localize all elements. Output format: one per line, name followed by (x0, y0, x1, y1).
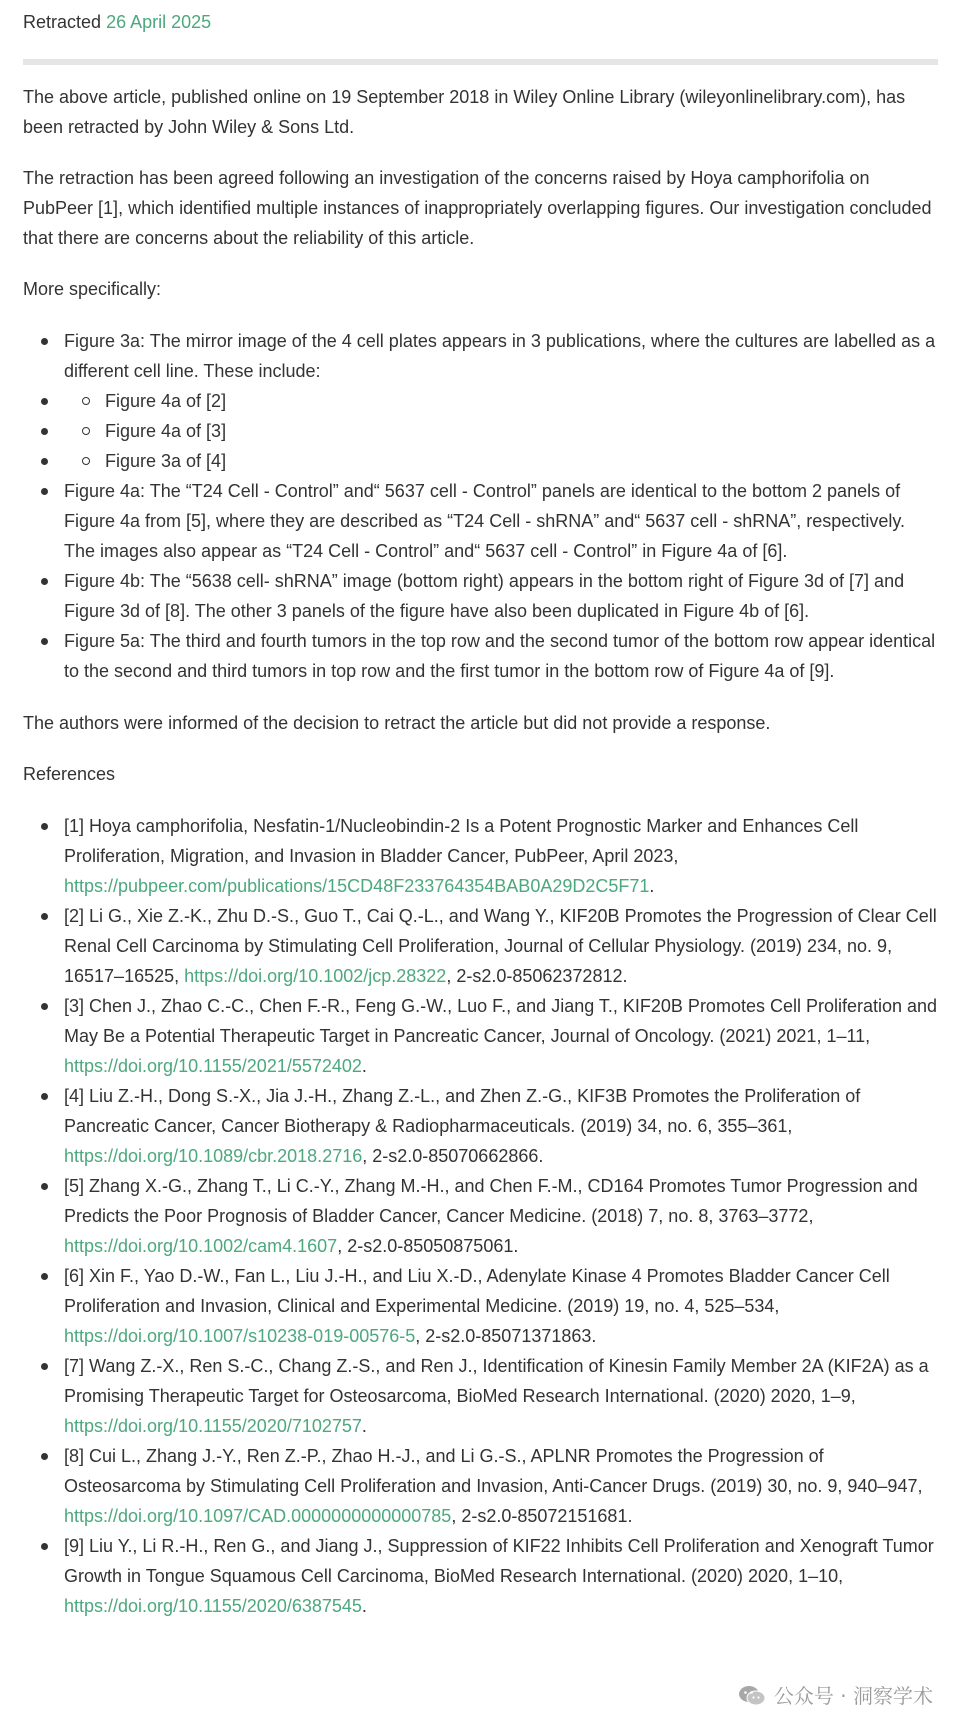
reference-link[interactable]: https://doi.org/10.1089/cbr.2018.2716 (64, 1146, 363, 1166)
paragraph-more-specifically: More specifically: (23, 279, 162, 299)
watermark-text: 公众号 · 洞察学术 (773, 1684, 933, 1708)
reference-item (23, 1261, 938, 1351)
reference-link[interactable]: https://doi.org/10.1002/cam4.1607 (64, 1236, 338, 1256)
reference-suffix: . (649, 876, 655, 896)
reference-suffix: . (361, 1056, 367, 1076)
reference-link[interactable]: https://doi.org/10.1002/jcp.28322 (184, 966, 447, 986)
paragraph-investigation: The retraction has been agreed following an investigation of the concerns raised by Hoya camphorifolia on PubPeer [1], which identified multiple instances of inappropriately overlapping figures. Our investigation concluded that there are concerns about the reliability of this article. (23, 168, 932, 248)
reference-link[interactable]: https://pubpeer.com/publications/15CD48F233764354BAB0A29D2C5F71 (64, 876, 650, 896)
retracted-label: Retracted (23, 12, 102, 32)
list-item: Figure 4b: The “5638 cell- shRNA” image (bottom right) appears in the bottom right of Figure 3d of [7] and Figure 3d of [8]. The other 3 panels of the figure have also been duplicated in Figure 4b of [6]. (23, 566, 938, 626)
reference-text: [2] Li G., Xie Z.-K., Zhu D.-S., Guo T., Cai Q.-L., and Wang Y., KIF20B Promotes the Progression of Clear Cell Renal Cell Carcinoma by Stimulating Cell Proliferation, Journal of Cellular Physiology. (2019) 234, no. 9, 16517–16525, (64, 906, 937, 986)
retraction-notice (23, 0, 938, 1621)
reference-link[interactable]: https://doi.org/10.1007/s10238-019-00576-5 (64, 1326, 416, 1346)
reference-suffix: , 2-s2.0-85062372812. (446, 966, 628, 986)
reference-suffix: , 2-s2.0-85050875061. (337, 1236, 519, 1256)
reference-suffix: , 2-s2.0-85070662866. (362, 1146, 544, 1166)
references-heading: References (23, 764, 116, 784)
reference-link[interactable]: https://doi.org/10.1097/CAD.0000000000000785 (64, 1506, 452, 1526)
reference-link[interactable]: https://doi.org/10.1155/2021/5572402 (64, 1056, 362, 1076)
paragraph-authors-response: The authors were informed of the decision to retract the article but did not provide a response. (23, 713, 771, 733)
reference-text: [7] Wang Z.-X., Ren S.-C., Chang Z.-S., and Ren J., Identification of Kinesin Family Member 2A (KIF2A) as a Promising Therapeutic Target for Osteosarcoma, BioMed Research International. (2020) 2020, 1–9, (64, 1356, 929, 1406)
sub-list-item: Figure 3a of [4] (23, 446, 938, 476)
reference-text: [3] Chen J., Zhao C.-C., Chen F.-R., Feng G.-W., Luo F., and Jiang T., KIF20B Promotes Cell Proliferation and May Be a Potential Therapeutic Target in Pancreatic Cancer, Journal of Oncology. (2021) 2021, 1–11, (64, 996, 938, 1046)
sub-list-item: Figure 4a of [2] (23, 386, 938, 416)
reference-link[interactable]: https://doi.org/10.1155/2020/7102757 (64, 1416, 362, 1436)
reference-suffix: , 2-s2.0-85072151681. (451, 1506, 633, 1526)
reference-text: [5] Zhang X.-G., Zhang T., Li C.-Y., Zhang M.-H., and Chen F.-M., CD164 Promotes Tumor Progression and Predicts the Poor Prognosis of Bladder Cancer, Cancer Medicine. (2018) 7, no. 8, 3763–3772, (64, 1176, 918, 1226)
references-list (23, 811, 938, 1621)
list-item: Figure 5a: The third and fourth tumors in the top row and the second tumor of the bottom row appear identical to the second and third tumors in top row and the first tumor in the bottom row of Figure 4a of [9]. (23, 626, 938, 686)
reference-suffix: . (361, 1416, 367, 1436)
reference-text: [6] Xin F., Yao D.-W., Fan L., Liu J.-H., and Liu X.-D., Adenylate Kinase 4 Promotes Bladder Cancer Cell Proliferation and Invasion, Clinical and Experimental Medicine. (2019) 19, no. 4, 525–534, (64, 1266, 890, 1316)
reference-suffix: , 2-s2.0-85071371863. (415, 1326, 597, 1346)
sub-list-item: Figure 4a of [3] (23, 416, 938, 446)
findings-list (23, 326, 938, 686)
retraction-header (23, 0, 938, 42)
reference-item (23, 1531, 938, 1621)
reference-text: [9] Liu Y., Li R.-H., Ren G., and Jiang J., Suppression of KIF22 Inhibits Cell Proliferation and Xenograft Tumor Growth in Tongue Squamous Cell Carcinoma, BioMed Research International. (2020) 2020, 1–10, (64, 1536, 934, 1586)
reference-text: [1] Hoya camphorifolia, Nesfatin-1/Nucleobindin-2 Is a Potent Prognostic Marker and Enhances Cell Proliferation, Migration, and Invasion in Bladder Cancer, PubPeer, April 2023, (64, 816, 859, 866)
reference-item (23, 901, 938, 991)
retraction-date: 26 April 2025 (106, 12, 212, 32)
header-separator (23, 59, 938, 65)
reference-text: [8] Cui L., Zhang J.-Y., Ren Z.-P., Zhao H.-J., and Li G.-S., APLNR Promotes the Progression of Osteosarcoma by Stimulating Cell Proliferation and Invasion, Anti-Cancer Drugs. (2019) 30, no. 9, 940–947, (64, 1446, 923, 1496)
watermark (738, 1681, 933, 1711)
list-item: Figure 3a: The mirror image of the 4 cell plates appears in 3 publications, where the cultures are labelled as a different cell line. These include: (23, 326, 938, 386)
reference-link[interactable]: https://doi.org/10.1155/2020/6387545 (64, 1596, 362, 1616)
reference-item (23, 811, 938, 901)
list-item: Figure 4a: The “T24 Cell - Control” and“ 5637 cell - Control” panels are identical to the bottom 2 panels of Figure 4a from [5], where they are described as “T24 Cell - shRNA” and“ 5637 cell - shRNA”, respectively. The images also appear as “T24 Cell - Control” and“ 5637 cell - Control” in Figure 4a of [6]. (23, 476, 938, 566)
reference-text: [4] Liu Z.-H., Dong S.-X., Jia J.-H., Zhang Z.-L., and Zhen Z.-G., KIF3B Promotes the Proliferation of Pancreatic Cancer, Cancer Biotherapy & Radiopharmaceuticals. (2019) 34, no. 6, 355–361, (64, 1086, 861, 1136)
reference-item (23, 1171, 938, 1261)
reference-item (23, 1081, 938, 1171)
wechat-icon (738, 1685, 766, 1707)
reference-suffix: . (361, 1596, 367, 1616)
reference-item (23, 991, 938, 1081)
reference-item (23, 1351, 938, 1441)
reference-item (23, 1441, 938, 1531)
paragraph-publication: The above article, published online on 19 September 2018 in Wiley Online Library (wileyonlinelibrary.com), has been retracted by John Wiley & Sons Ltd. (23, 87, 906, 137)
